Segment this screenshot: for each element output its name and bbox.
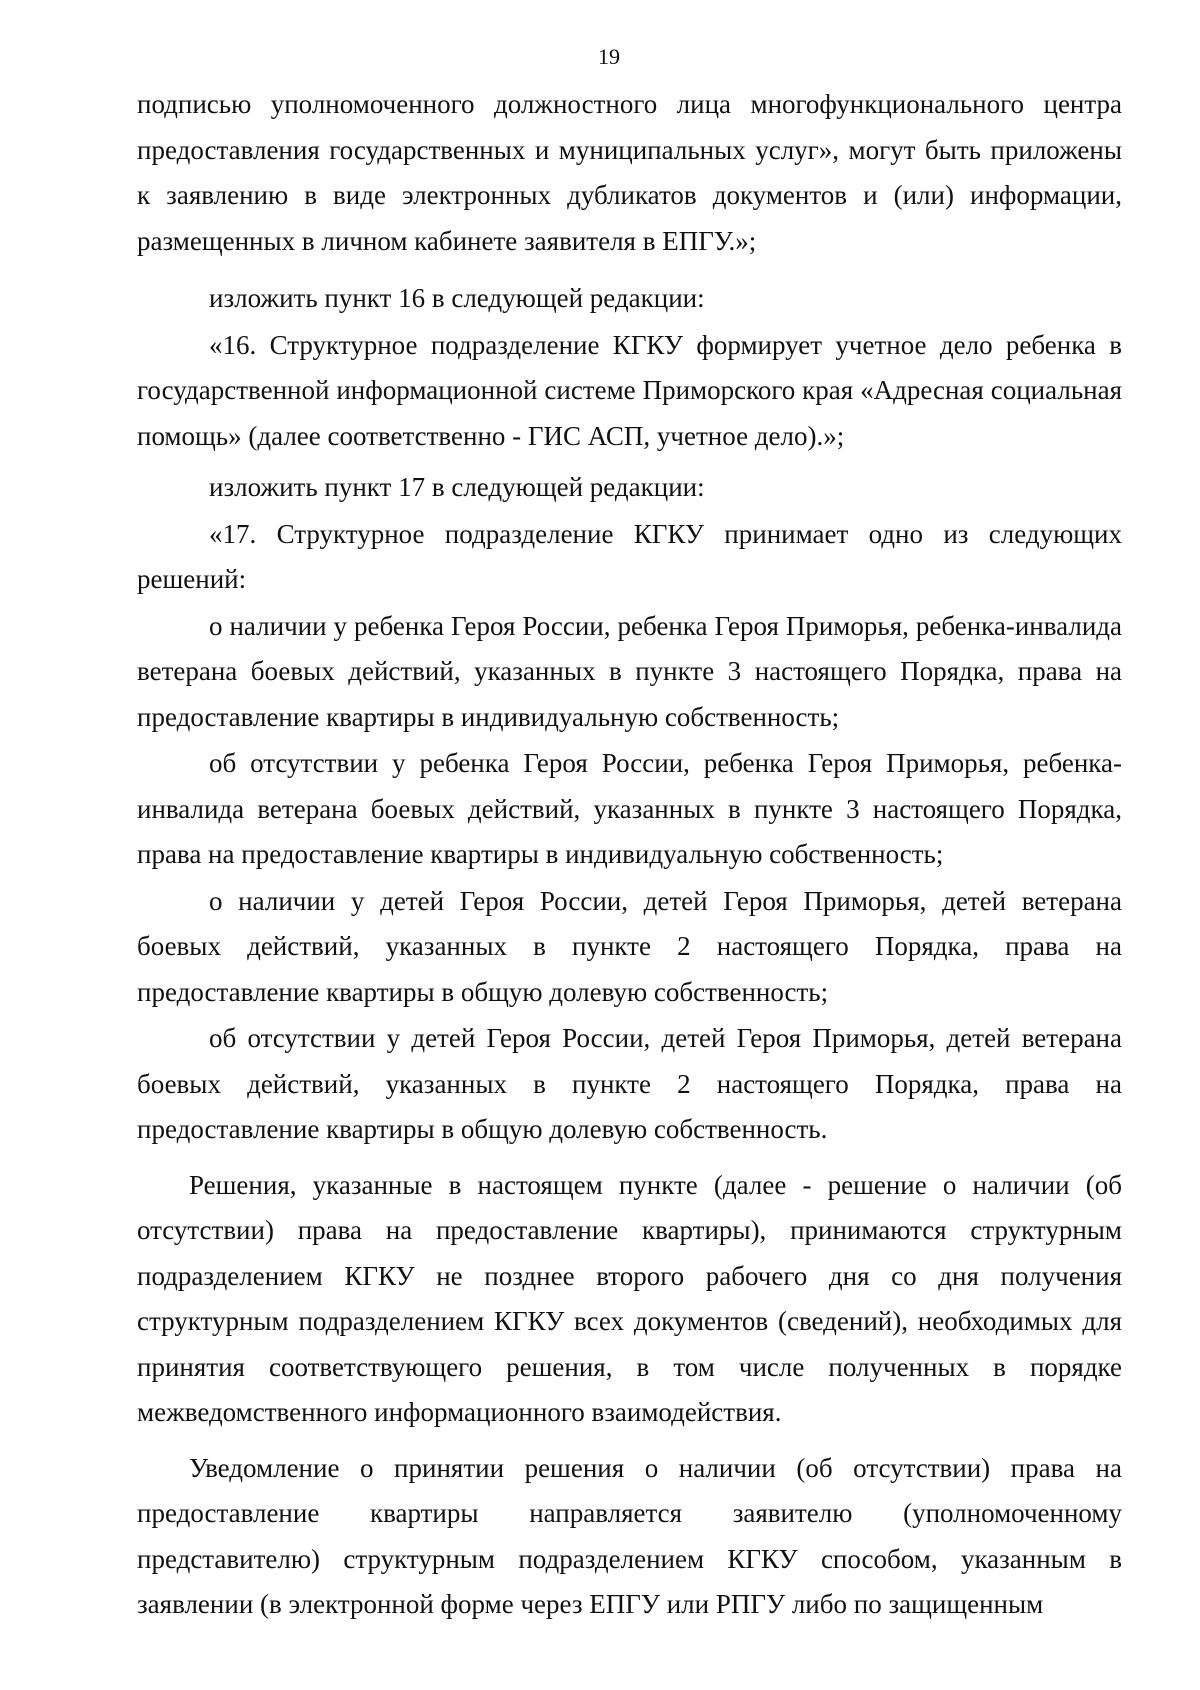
paragraph-decision-2: об отсутствии у ребенка Героя России, ребенка Героя Приморья, ребенка-инвалида ветерана боевых действий, указанных в пункте 3 настоящего Порядка, права на предоставление квартиры в индивидуальную собственность; [137,748,1122,869]
paragraph-continuation: подписью уполномоченного должностного лица многофункционального центра предоставления государственных и муниципальных услуг», могут быть приложены к заявлению в виде электронных дубликатов документов и (или) информации, размещенных в личном кабинете заявителя в ЕПГУ.»; [137,89,1122,256]
paragraph-instruction-17: изложить пункт 17 в следующей редакции: [209,472,705,502]
paragraph-clause-17: «17. Структурное подразделение КГКУ принимает одно из следующих решений: [137,518,1122,594]
paragraph-clause-16: «16. Структурное подразделение КГКУ формирует учетное дело ребенка в государственной информационной системе Приморского края «Адресная социальная помощь» (далее соответственно - ГИС АСП, учетное дело).»; [137,329,1122,451]
page-number: 19 [598,44,620,69]
paragraph-decision-3: о наличии у детей Героя России, детей Героя Приморья, детей ветерана боевых действий, указанных в пункте 2 настоящего Порядка, права на предоставление квартиры в общую долевую собственность; [137,885,1122,1007]
paragraph-notification: Уведомление о принятии решения о наличии (об отсутствии) права на предоставление квартиры направляется заявителю (уполномоченному представителю) структурным подразделением КГКУ способом, указанным в заявлении (в электронной форме через ЕПГУ или РПГУ либо по защищенным [137,1452,1122,1619]
paragraph-decision-4: об отсутствии у детей Героя России, детей Героя Приморья, детей ветерана боевых действий, указанных в пункте 2 настоящего Порядка, права на предоставление квартиры в общую долевую собственность. [137,1023,1122,1144]
paragraph-decision-1: о наличии у ребенка Героя России, ребенка Героя Приморья, ребенка-инвалида ветерана боевых действий, указанных в пункте 3 настоящего Порядка, права на предоставление квартиры в индивидуальную собственность; [137,610,1122,732]
paragraph-instruction-16: изложить пункт 16 в следующей редакции: [209,283,705,313]
document-body [137,82,1122,1628]
paragraph-decisions-timing: Решения, указанные в настоящем пункте (далее - решение о наличии (об отсутствии) права на предоставление квартиры), принимаются структурным подразделением КГКУ не позднее второго рабочего дня со дня получения структурным подразделением КГКУ всех документов (сведений), необходимых для принятия соответствующего решения, в том числе полученных в порядке межведомственного информационного взаимодействия. [137,1169,1122,1427]
